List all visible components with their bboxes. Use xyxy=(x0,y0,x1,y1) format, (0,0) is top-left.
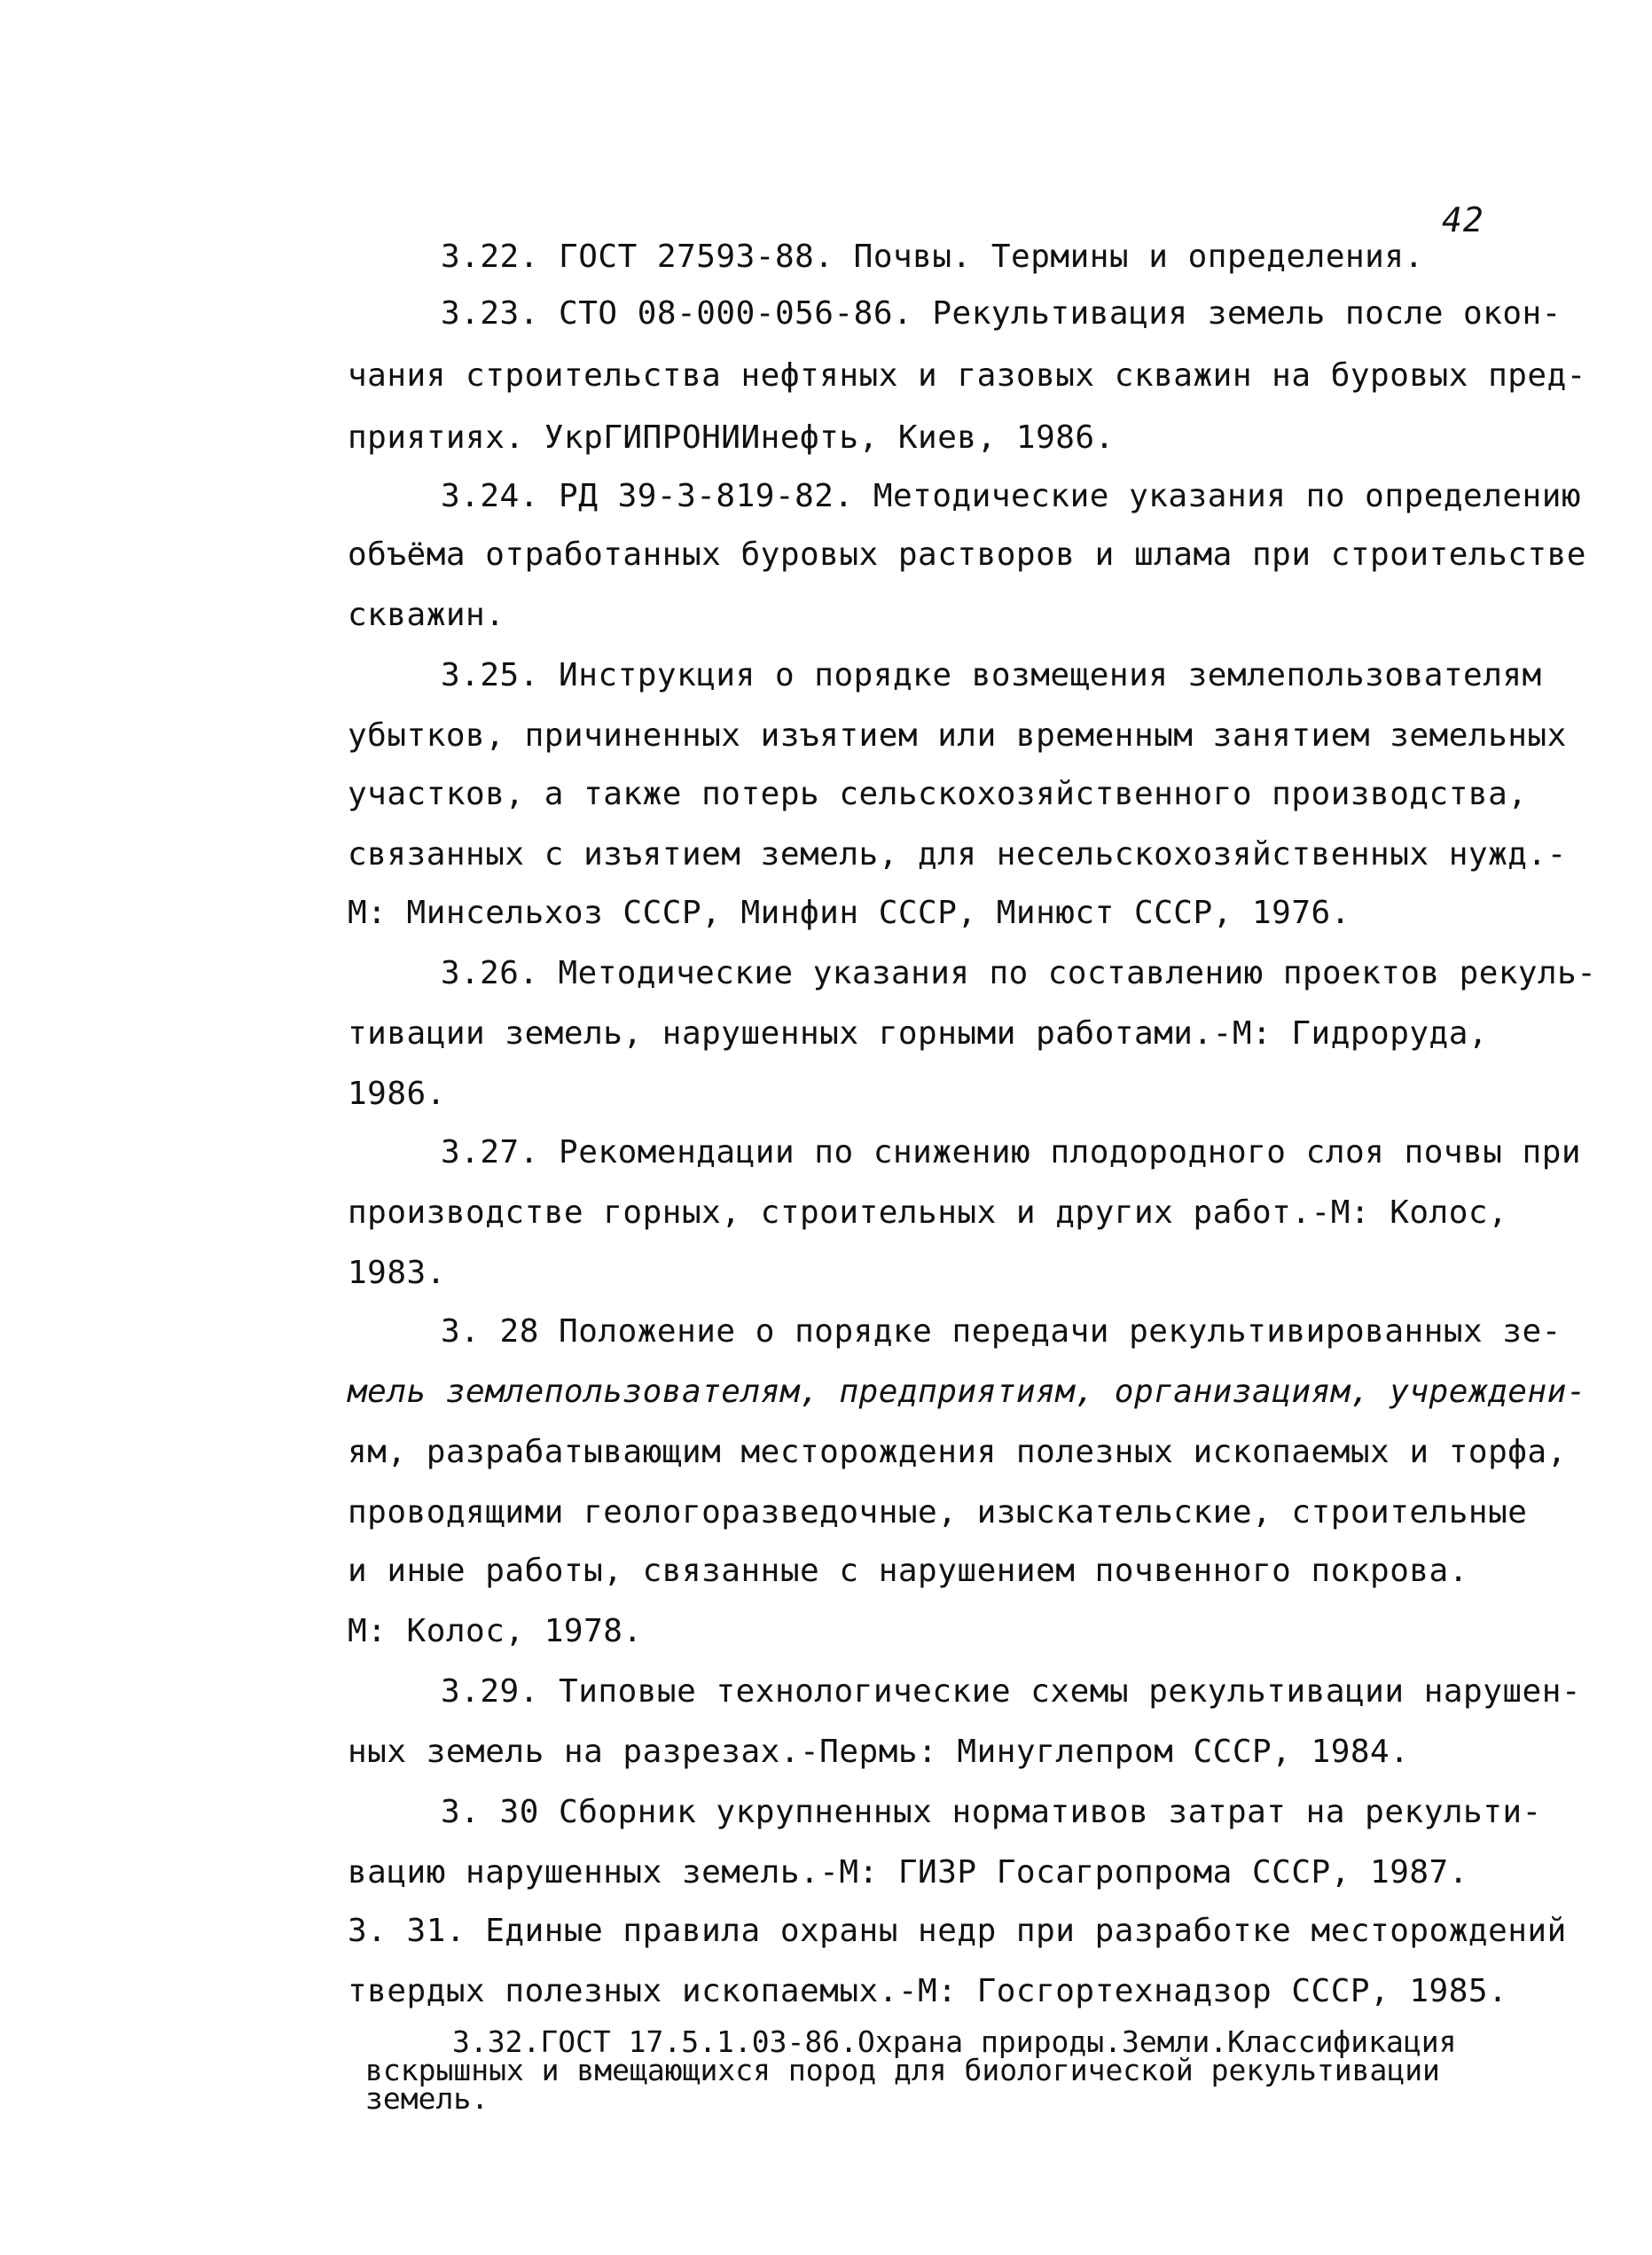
entry-3-28-line-5: и иные работы, связанные с нарушением почвенного покрова. xyxy=(348,1553,1468,1589)
entry-3-32-line-3: земель. xyxy=(365,2081,489,2116)
entry-3-27-line-2: производстве горных, строительных и других работ.-М: Колос, xyxy=(348,1194,1508,1231)
entry-3-25-line-3: участков, а также потерь сельскохозяйственного производства, xyxy=(348,776,1528,812)
entry-3-22-line-1: 3.22. ГОСТ 27593-88. Почвы. Термины и определения. xyxy=(441,239,1424,275)
entry-3-26-line-1: 3.26. Методические указания по составлению проектов рекуль- xyxy=(441,955,1597,991)
entry-3-28-line-3: ям, разрабатывающим месторождения полезных ископаемых и торфа, xyxy=(348,1434,1567,1470)
entry-3-24-line-1: 3.24. РД 39-3-819-82. Методические указания по определению xyxy=(441,478,1582,514)
entry-3-26-line-2: тивации земель, нарушенных горными работами.-М: Гидроруда, xyxy=(348,1015,1489,1052)
entry-3-31-line-2: твердых полезных ископаемых.-М: Госгортехнадзор СССР, 1985. xyxy=(348,1973,1508,2009)
entry-3-24-line-3: скважин. xyxy=(348,597,505,633)
entry-3-32-line-2: вскрышных и вмещающихся пород для биологической рекультивации xyxy=(365,2053,1440,2087)
entry-3-25-line-1: 3.25. Инструкция о порядке возмещения землепользователям xyxy=(441,657,1542,693)
entry-3-27-line-1: 3.27. Рекомендации по снижению плодородного слоя почвы при xyxy=(441,1134,1582,1171)
entry-3-27-line-3: 1983. xyxy=(348,1255,446,1291)
entry-3-25-line-4: связанных с изъятием земель, для несельскохозяйственных нужд.- xyxy=(348,836,1567,873)
entry-3-28-line-6: М: Колос, 1978. xyxy=(348,1613,643,1649)
entry-3-25-line-2: убытков, причиненных изъятием или временным занятием земельных xyxy=(348,717,1567,754)
entry-3-31-line-1: 3. 31. Единые правила охраны недр при разработке месторождений xyxy=(348,1913,1567,1949)
entry-3-30-line-2: вацию нарушенных земель.-М: ГИЗР Госагропрома СССР, 1987. xyxy=(348,1854,1468,1891)
entry-3-25-line-5: М: Минсельхоз СССР, Минфин СССР, Минюст СССР, 1976. xyxy=(348,895,1351,931)
entry-3-30-line-1: 3. 30 Сборник укрупненных нормативов затрат на рекульти- xyxy=(441,1794,1542,1830)
entry-3-23-line-3: приятиях. УкрГИПРОНИИнефть, Киев, 1986. xyxy=(348,419,1115,456)
entry-3-26-line-3: 1986. xyxy=(348,1076,446,1112)
entry-3-32-line-1: 3.32.ГОСТ 17.5.1.03-86.Охрана природы.Земли.Классификация xyxy=(452,2024,1457,2059)
entry-3-29-line-1: 3.29. Типовые технологические схемы рекультивации нарушен- xyxy=(441,1673,1582,1710)
page-number: 42 xyxy=(1442,200,1484,239)
entry-3-28-line-2: мель землепользователям, предприятиям, организациям, учреждени- xyxy=(348,1374,1586,1410)
entry-3-23-line-2: чания строительства нефтяных и газовых скважин на буровых пред- xyxy=(348,357,1586,394)
entry-3-29-line-2: ных земель на разрезах.-Пермь: Минуглепром СССР, 1984. xyxy=(348,1734,1410,1770)
entry-3-24-line-2: объёма отработанных буровых растворов и шлама при строительстве xyxy=(348,536,1586,573)
entry-3-28-line-4: проводящими геологоразведочные, изыскательские, строительные xyxy=(348,1494,1528,1531)
entry-3-28-line-1: 3. 28 Положение о порядке передачи рекультивированных зе- xyxy=(441,1313,1562,1350)
entry-3-23-line-1: 3.23. СТО 08-000-056-86. Рекультивация земель после окон- xyxy=(441,295,1562,332)
